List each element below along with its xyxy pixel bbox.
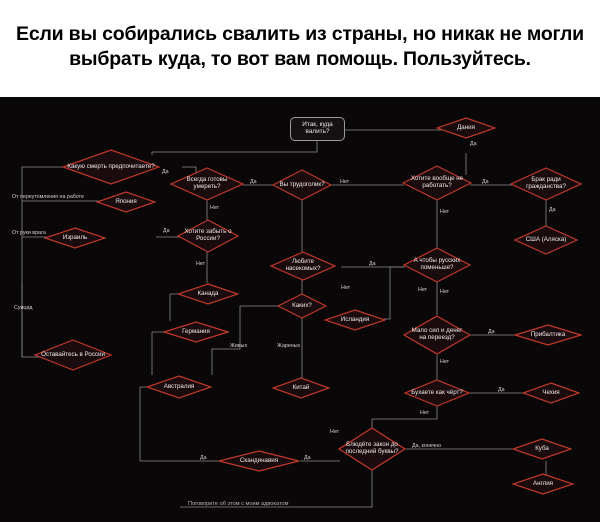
decision-label: Брак ради гражданства? [526,176,566,190]
edge-label-жареных: Жареных [277,343,301,349]
start-node [290,117,345,141]
decision-label: Бухаете как чёрт? [411,388,463,396]
result-чехия [522,382,580,404]
decision-забыть-о-россии [177,219,239,253]
decision-label: Какую смерть предпочитаете? [67,162,155,170]
edge-label-нет-18: Нет [440,289,450,295]
result-label: Оставайтесь в России [41,350,105,358]
decision-каких [277,293,327,319]
result-label: США (Аляска) [525,235,567,243]
result-label: Канада [197,289,219,297]
edge-label-нет-11: Нет [440,209,450,215]
edge-label-да-1: Да [162,169,169,175]
edge-label-переутомление: От переутомления на работе [12,194,84,200]
result-дания [436,117,496,139]
decision-всегда-готовы-умереть [170,167,244,201]
result-label: Исландия [340,315,370,323]
decision-брак-ради-гражданства [510,167,582,201]
result-австралия [146,375,212,399]
result-китай [272,377,330,399]
edge-label-суицид: Суицид [14,305,33,311]
result-исландия [324,309,386,331]
edge-label-да-9: Да [470,141,477,147]
decision-label: Всегда готовы умереть? [186,176,228,190]
edge-label-нет-12: Нет [196,261,206,267]
result-израиль [44,227,106,249]
result-канада [177,283,239,305]
decision-русских-поменьше [403,247,471,283]
decision-label: Любите насекомых? [285,258,321,272]
result-label: Скандинавия [239,456,279,464]
edge-label-да-19: Да [369,261,376,267]
result-скандинавия [218,450,300,472]
result-оставайтесь-в-россии [34,339,112,371]
result-label: Прибалтика [530,330,566,338]
decision-вообще-не-работать [402,165,472,201]
result-label: Китай [292,383,310,391]
edge-label-нет-5: Нет [210,205,220,211]
result-label: Израиль [62,233,88,241]
decision-label: Мало сил и денег на переезд? [411,327,463,341]
flowchart-canvas [0,97,600,522]
decision-label: Хотите забыть о России? [184,228,232,242]
result-label: Чехия [542,388,560,396]
caption-text: Если вы собирались свалить из страны, но никак не могли выбрать куда, то вот вам помощь. Пользуйтесь. [16,23,584,70]
edge-label-да-21: Да [488,329,495,335]
edge-label-нет-22: Нет [420,410,430,416]
result-label: Австралия [163,382,195,390]
result-сша-аляска [514,225,578,255]
edge-label-нет-20: Нет [440,359,450,365]
result-германия [163,321,229,343]
footer-note: Поговорите об этом с моим адвокатом [188,501,289,507]
edge-label-живых: Живых [230,343,248,349]
edge-label-нет-14: Нет [341,285,351,291]
edge-label-да-8: Да [482,179,489,185]
edge-label-да-27: Да [200,455,207,461]
result-куба [512,438,572,460]
decision-блюдёте-закон [338,427,406,471]
decision-бухаете-как-чёрт [404,379,470,407]
decision-label: Блюдёте закон до последний буквы? [345,441,399,455]
result-англия [512,473,574,495]
result-япония [96,191,156,213]
decision-label: Вы трудоголик? [279,180,325,188]
result-label: Германия [182,327,210,335]
edge-label-да-24: Да [304,455,311,461]
decision-любите-насекомых [270,251,336,281]
edge-label-нет-15: Нет [418,287,428,293]
decision-вы-трудоголик [272,169,332,201]
start-label: Итак, куда валить? [302,121,333,135]
decision-label: Хотите вообще не работать? [410,175,464,189]
edge-label-да-конечно: Да, конечно [412,443,442,449]
decision-мало-сил-и-денег [403,315,471,355]
result-label: Англия [532,479,554,487]
decision-label: Каких? [292,301,312,309]
edge-label-да-6: Да [250,179,257,185]
result-label: Куба [535,444,549,452]
meme-caption-banner [0,0,600,97]
result-label: Дания [457,123,475,131]
edge-label-да-23: Да [498,387,505,393]
result-прибалтика [514,324,582,346]
edge-label-нет-25: Нет [330,429,340,435]
edge-label-нет-7: Нет [340,179,350,185]
edge-label-да-10: Да [549,207,556,213]
decision-label: А чтобы русских поменьше? [413,257,461,271]
decision-какую-смерть [62,149,160,185]
edge-label-да-13: Да [163,228,170,234]
result-label: Япония [115,197,137,205]
edge-label-от-руки-врага: От руки врага [12,230,46,236]
